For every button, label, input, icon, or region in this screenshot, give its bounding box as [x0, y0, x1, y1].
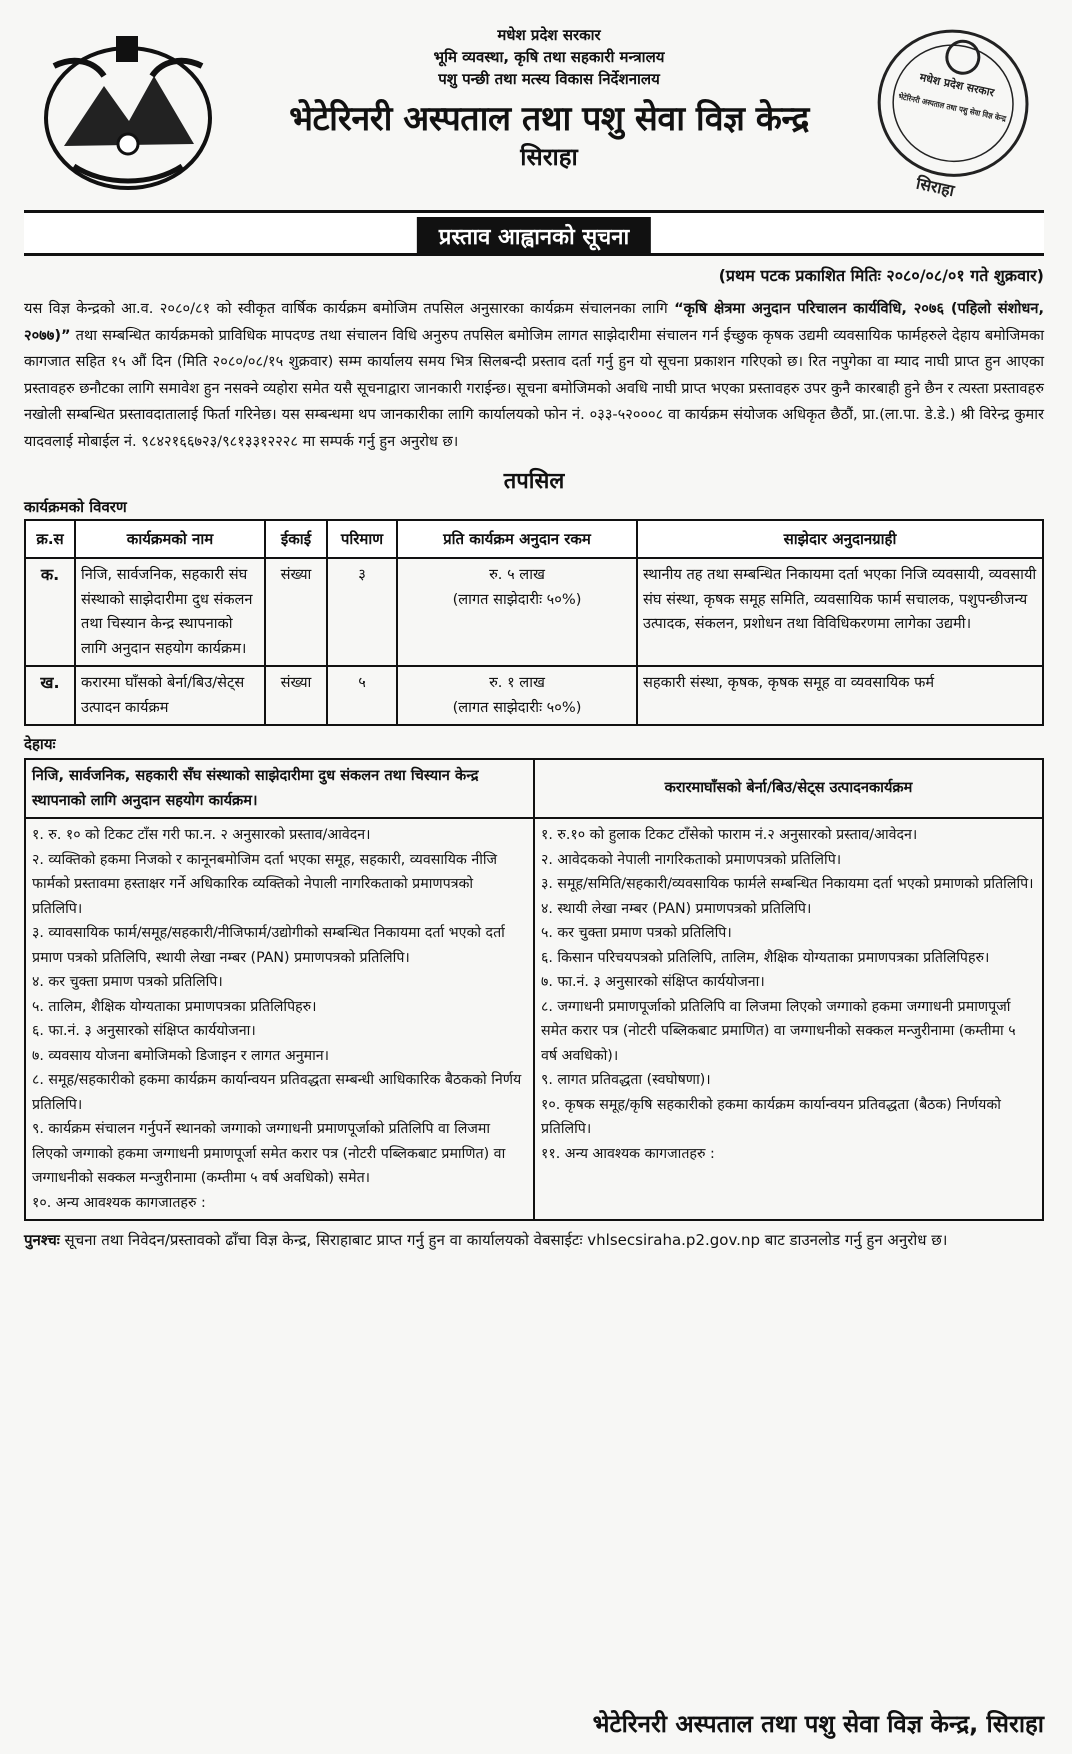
list-item: ११. अन्य आवश्यक कागजातहरु :	[541, 1145, 715, 1162]
notice-title-band	[24, 210, 1044, 256]
list-item: २. व्यक्तिको हकमा निजको र कानूनबमोजिम दर्ता भएका समूह, सहकारी, व्यवसायिक नीजि फार्मको प्रस्तावमा हस्ताक्षर गर्ने अधिकारिक व्यक्तिको नेपाली नागरिकताको प्रमाणपत्रको प्रतिलिपि।	[32, 851, 498, 917]
col-header-unit: ईकाई	[265, 520, 327, 558]
table-row	[25, 666, 1043, 725]
list-item: ३. व्यावसायिक फार्म/समूह/सहकारी/नीजिफार्म/उद्योगीको सम्बन्धित निकायमा दर्ता भएको दर्ता प्रमाण पत्रको प्रतिलिपि, स्थायी लेखा नम्बर (PAN) प्रमाणपत्रको प्रतिलिपि।	[32, 925, 505, 966]
col-header-name: कार्यक्रमको नाम	[75, 520, 265, 558]
documents-right-list	[541, 823, 1036, 1166]
letterhead-text	[224, 24, 874, 172]
row-sn: ख.	[25, 666, 75, 725]
col-header-partner: साझेदार अनुदानग्राही	[637, 520, 1043, 558]
list-item: ८. जग्गाधनी प्रमाणपूर्जाको प्रतिलिपि वा लिजमा लिएको जग्गाको हकमा जग्गाधनी प्रमाणपूर्जा समेत करार पत्र (नोटरी पब्लिकबाट प्रमाणित) वा जग्गाधनीको सक्कल मन्जुरीनामा (कम्तीमा ५ वर्ष अवधिको)।	[541, 998, 1016, 1064]
list-item: १. रु.१० को हुलाक टिकट टाँसेको फाराम नं.२ अनुसारको प्रस्ताव/आवेदन।	[541, 827, 918, 843]
postscript-text: सूचना तथा निवेदन/प्रस्तावको ढाँचा विज्ञ केन्द्र, सिराहाबाट प्राप्त गर्नु हुन वा कार्यालयको वेबसाईटः	[59, 1231, 588, 1249]
col-header-sn: क्र.स	[25, 520, 75, 558]
stamp-city: सिराहा	[914, 173, 957, 201]
list-item: ८. समूह/सहकारीको हकमा कार्यक्रम कार्यान्वयन प्रतिवद्धता सम्बन्धी आधिकारिक बैठकको निर्णय प्रतिलिपि।	[32, 1072, 522, 1113]
directorate-name: पशु पन्छी तथा मत्स्य विकास निर्देशनालय	[438, 70, 660, 88]
list-item: ६. फा.नं. ३ अनुसारको संक्षिप्त कार्ययोजना।	[32, 1023, 256, 1039]
list-item: ४. कर चुक्ता प्रमाण पत्रको प्रतिलिपि।	[32, 974, 223, 990]
nepal-emblem-icon	[34, 26, 222, 196]
list-item: २. आवेदकको नेपाली नागरिकताको प्रमाणपत्रको प्रतिलिपि।	[541, 851, 842, 868]
list-item: ३. समूह/समिति/सहकारी/व्यवसायिक फार्मले सम्बन्धित निकायमा दर्ता भएको प्रमाणको प्रतिलिपि।	[541, 876, 1034, 892]
letterhead	[24, 14, 1044, 204]
row-cost-share: (लागत साझेदारीः ५०%)	[452, 698, 582, 716]
row-partner: सहकारी संस्था, कृषक, कृषक समूह वा व्यवसायिक फर्म	[637, 666, 1043, 725]
notice-body	[24, 296, 1044, 455]
list-item: ५. कर चुक्ता प्रमाण पत्रको प्रतिलिपि।	[541, 925, 732, 941]
row-sn: क.	[25, 558, 75, 666]
list-item: ४. स्थायी लेखा नम्बर (PAN) प्रमाणपत्रको प्रतिलिपि।	[541, 900, 812, 917]
documents-label: देहायः	[24, 735, 56, 753]
postscript	[24, 1227, 1044, 1254]
stamp-line2: भेटेरिनरी अस्पताल तथा पशु सेवा विज्ञ केन्द्र	[897, 91, 1023, 127]
row-amount: रु. १ लाख	[489, 674, 545, 691]
body-part1: यस विज्ञ केन्द्रको आ.व. २०८०/८१ को स्वीकृत वार्षिक कार्यक्रम बमोजिम तपसिल अनुसारका कार्यक्रम संचालनका लागि	[24, 300, 675, 317]
row-qty: ५	[327, 666, 397, 725]
documents-left-list	[32, 823, 527, 1215]
row-unit: संख्या	[265, 558, 327, 666]
stamp-line1: मधेश प्रदेश सरकार	[918, 70, 996, 100]
row-amount-cell	[397, 666, 637, 725]
documents-left-header: निजि, सार्वजनिक, सहकारी सँघ संस्थाको साझेदारीमा दुध संकलन तथा चिस्यान केन्द्र स्थापनाको लागि अनुदान सहयोग कार्यक्रम।	[25, 759, 534, 818]
documents-header-row	[25, 759, 1043, 818]
documents-right-header: करारमाघाँसको बेर्ना/बिउ/सेट्स उत्पादनकार्यक्रम	[534, 759, 1043, 818]
notice-title: प्रस्ताव आह्वानको सूचना	[417, 217, 651, 255]
program-table	[24, 519, 1044, 726]
list-item: ७. व्यवसाय योजना बमोजिमको डिजाइन र लागत अनुमान।	[32, 1047, 330, 1064]
program-table-header	[25, 520, 1043, 558]
row-qty: ३	[327, 558, 397, 666]
row-amount: रु. ५ लाख	[489, 566, 545, 583]
col-header-amount: प्रति कार्यक्रम अनुदान रकम	[397, 520, 637, 558]
website-link[interactable]: vhlsecsiraha.p2.gov.np	[587, 1231, 760, 1249]
publish-date: (प्रथम पटक प्रकाशित मितिः २०८०/०८/०१ गते शुक्रवार)	[718, 266, 1044, 285]
list-item: १०. कृषक समूह/कृषि सहकारीको हकमा कार्यक्रम कार्यान्वयन प्रतिवद्धता (बैठक) निर्णयको प्रतिलिपि।	[541, 1096, 1001, 1137]
list-item: ९. कार्यक्रम संचालन गर्नुपर्ने स्थानको जग्गाको जग्गाधनी प्रमाणपूर्जाको प्रतिलिपि वा लिजमा लिएको जग्गाको हकमा जग्गाधनी प्रमाणपूर्जा समेत करार पत्र (नोटरी पब्लिकबाट प्रमाणित) वा जग्गाधनीको सक्कल मन्जुरीनामा (कम्तीमा ५ वर्ष अवधिको) समेत।	[32, 1121, 506, 1186]
documents-table	[24, 758, 1044, 1221]
office-city: सिराहा	[520, 143, 578, 171]
documents-list-row	[25, 818, 1043, 1220]
list-item: ५. तालिम, शैक्षिक योग्यताका प्रमाणपत्रका प्रतिलिपिहरु।	[32, 998, 317, 1015]
postscript-text2: बाट डाउनलोड गर्नु हुन अनुरोध छ।	[759, 1231, 948, 1249]
col-header-qty: परिमाण	[327, 520, 397, 558]
row-program-name: करारमा घाँसको बेर्ना/बिउ/सेट्स उत्पादन कार्यक्रम	[75, 666, 265, 725]
government-name: मधेश प्रदेश सरकार	[497, 26, 601, 44]
ministry-name: भूमि व्यवस्था, कृषि तथा सहकारी मन्त्रालय	[433, 48, 665, 66]
list-item: ९. लागत प्रतिवद्धता (स्वघोषणा)।	[541, 1072, 711, 1088]
row-amount-cell	[397, 558, 637, 666]
list-item: १०. अन्य आवश्यक कागजातहरु :	[32, 1194, 206, 1211]
schedule-title: तपसिल	[503, 469, 565, 494]
postscript-label: पुनश्चः	[24, 1231, 60, 1249]
documents-left-cell	[25, 818, 534, 1220]
table-row	[25, 558, 1043, 666]
office-stamp-icon	[866, 18, 1036, 208]
footer-office-name: भेटेरिनरी अस्पताल तथा पशु सेवा विज्ञ केन्द्र, सिराहा	[592, 1710, 1044, 1738]
program-label: कार्यक्रमको विवरण	[24, 498, 127, 516]
office-name: भेटेरिनरी अस्पताल तथा पशु सेवा विज्ञ केन्द्र	[289, 99, 809, 139]
documents-right-cell	[534, 818, 1043, 1220]
body-part2: तथा सम्बन्धित कार्यक्रमको प्राविधिक मापदण्ड तथा संचालन विधि अनुरुप तपसिल बमोजिम लागत साझेदारीमा संचालन गर्न ईच्छुक कृषक उद्यमी व्यवसायिक फार्महरुले देहाय बमोजिमका कागजात सहित १५ औं दिन (मिति २०८०/०८/१५ शुक्रवार) सम्म कार्यालय समय भित्र सिलबन्दी प्रस्ताव दर्ता गर्नु हुन यो सूचना प्रकाशन गरिएको छ। रित नपुगेका वा म्याद नाघी प्राप्त हुन आएका प्रस्तावहरु छनौटका लागि समावेश हुन नसक्ने व्यहोरा समेत यसै सूचनाद्वारा जानकारी गराईन्छ। सूचना बमोजिमको अवधि नाघी प्राप्त भएका प्रस्तावहरु उपर कुनै कारबाही हुने छैन र त्यस्ता प्रस्तावहरु नखोली सम्बन्धित प्रस्तावदातालाई फिर्ता गरिनेछ। यस सम्बन्धमा थप जानकारीका लागि कार्यालयको फोन नं. ०३३-५२०००८ वा कार्यक्रम संयोजक अधिकृत छैठौं, प्रा.(ला.पा. डे.डे.) श्री विरेन्द्र कुमार यादवलाई मोबाईल नं. ९८४२१६६७२३/९८१३३१२२२८ मा सम्पर्क गर्नु हुन अनुरोध छ।	[24, 326, 1044, 450]
row-partner: स्थानीय तह तथा सम्बन्धित निकायमा दर्ता भएका निजि व्यवसायी, व्यवसायी संघ संस्था, कृषक समूह समिति, व्यवसायिक फार्म सचालक, पशुपन्छीजन्य उत्पादक, संकलन, प्रशोधन तथा विविधिकरणमा लागेका उद्यमी।	[637, 558, 1043, 666]
procedure-name: “कृषि क्षेत्रमा अनुदान परिचालन कार्यविधि, २०७६ (पहिलो संशोधन, २०७७)”	[24, 300, 1044, 344]
list-item: १. रु. १० को टिकट टाँस गरी फा.न. २ अनुसारको प्रस्ताव/आवेदन।	[32, 827, 371, 843]
list-item: ६. किसान परिचयपत्रको प्रतिलिपि, तालिम, शैक्षिक योग्यताका प्रमाणपत्रका प्रतिलिपिहरु।	[541, 949, 990, 966]
row-program-name: निजि, सार्वजनिक, सहकारी संघ संस्थाको साझेदारीमा दुध संकलन तथा चिस्यान केन्द्र स्थापनाको लागि अनुदान सहयोग कार्यक्रम।	[75, 558, 265, 666]
row-unit: संख्या	[265, 666, 327, 725]
list-item: ७. फा.नं. ३ अनुसारको संक्षिप्त कार्ययोजना।	[541, 974, 765, 990]
row-cost-share: (लागत साझेदारीः ५०%)	[452, 590, 582, 608]
